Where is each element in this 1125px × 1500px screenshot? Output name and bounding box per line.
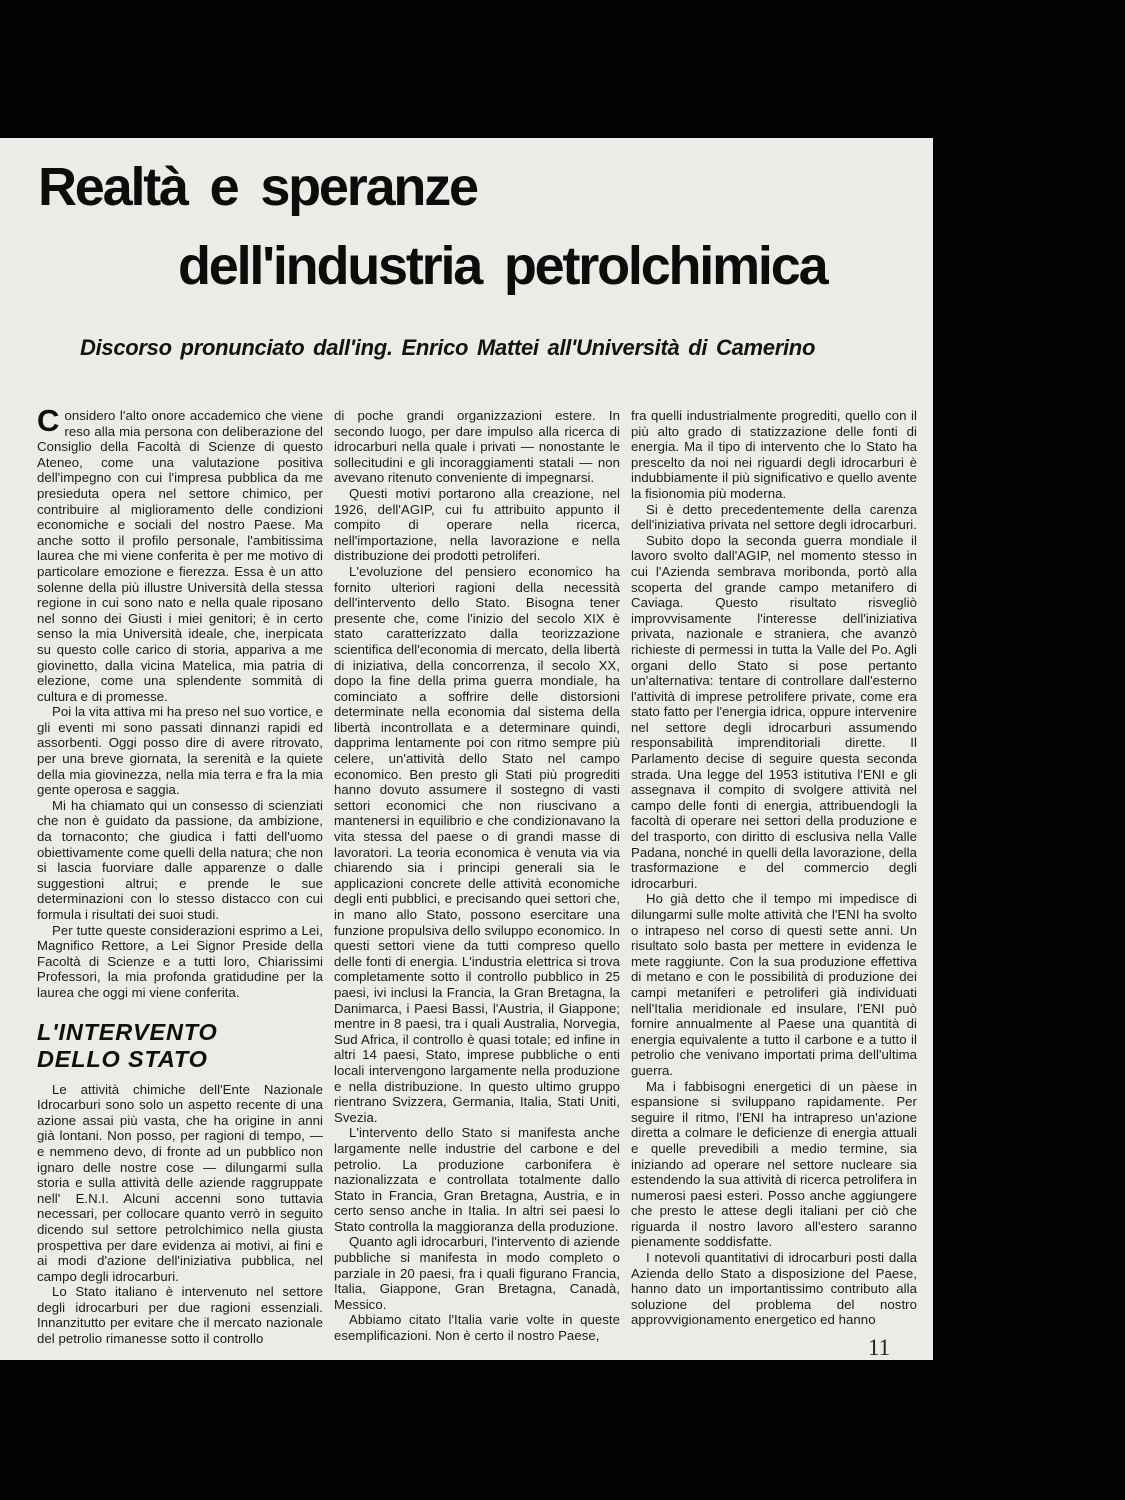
article-title-line1: Realtà e speranze — [38, 157, 477, 217]
drop-cap-letter: C — [37, 408, 60, 438]
column-2 — [334, 408, 620, 1356]
paragraph: Poi la vita attiva mi ha preso nel suo vortice, e gli eventi mi sono passati dinnanzi rapidi ed assorbenti. Oggi posso dire di avere ritrovato, per una breve giornata, la serenità e la quiete della mia giovinezza, nella mia terra e fra la mia gente operosa e saggia. — [37, 704, 323, 798]
paragraph: Lo Stato italiano è intervenuto nel settore degli idrocarburi per due ragioni essenziali. Innanzitutto per evitare che il mercato nazionale del petrolio rimanesse sotto il controllo — [37, 1284, 323, 1347]
article-subtitle: Discorso pronunciato dall'ing. Enrico Mattei all'Università di Camerino — [80, 335, 816, 360]
paragraph: L'evoluzione del pensiero economico ha fornito ulteriori ragioni della necessità dell'intervento dello Stato. Bisogna tener presente che, come l'inizio del secolo XIX è stato caratterizzato dalla teorizzazione scientifica dell'economia di mercato, della libertà di iniziativa, della concorrenza, il secolo XX, dopo la fine della prima guerra mondiale, ha cominciato a soffrire delle distorsioni determinate nella economia dal sistema della libertà incontrollata e a determinare quindi, dapprima lentamente poi con ritmo sempre più celere, un'attività dello Stato nel campo economico. Ben presto gli Stati più progrediti hanno dovuto assumere il sostegno di vasti settori economici che non riuscivano a mantenersi in equilibrio e che condizionavano la vita stessa del paese o di grandi masse di lavoratori. La teoria economica è venuta via via chiarendo sia i principi generali sia le applicazioni concrete delle attività economiche degli enti pubblici, e precisando quei settori che, in mano allo Stato, possono esercitare una funzione propulsiva dello sviluppo economico. In questi settori viene da tutti compreso quello delle fonti di energia. L'industria elettrica si trova completamente sotto il controllo pubblico in 25 paesi, ivi inclusi la Francia, la Gran Bretagna, la Danimarca, i Paesi Bassi, l'Austria, il Giappone; mentre in 8 paesi, tra i quali Australia, Norvegia, Sud Africa, il controllo è quasi totale; ed infine in altri 14 paesi, Stato, imprese pubbliche o enti locali intervengono largamente nella produzione e nella distribuzione. In questo ultimo gruppo rientrano Svizzera, Germania, Italia, Stati Uniti, Svezia. — [334, 563, 620, 1125]
paragraph: Quanto agli idrocarburi, l'intervento di aziende pubbliche si manifesta in modo completo o parziale in 20 paesi, fra i quali figurano Francia, Italia, Giappone, Gran Bretagna, Canadà, Messico. — [334, 1234, 620, 1312]
paragraph: I notevoli quantitativi di idrocarburi posti dalla Azienda dello Stato a disposizione del Paese, hanno dato un importantissimo contributo alla soluzione del problema del nostro approvvigionamento energetico ed hanno — [631, 1250, 917, 1328]
paragraph — [37, 408, 323, 704]
paragraph: fra quelli industrialmente progrediti, quello con il più alto grado di statizzazione delle fonti di energia. Ma il tipo di intervento che lo Stato ha prescelto da noi nei riguardi degli idrocarburi è indubbiamente il più significativo e quello avente la fisionomia più moderna. — [631, 408, 917, 501]
column-1 — [37, 408, 323, 1356]
paragraph: Si è detto precedentemente della carenza dell'iniziativa privata nel settore degli idrocarburi. — [631, 501, 917, 533]
magazine-page — [0, 138, 933, 1360]
paragraph: di poche grandi organizzazioni estere. In secondo luogo, per dare impulso alla ricerca di idrocarburi nella quale i privati — nonostante le sollecitudini e gli incoraggiamenti statali — non avevano ritenuto conveniente di impegnarsi. — [334, 408, 620, 486]
paragraph: Le attività chimiche dell'Ente Nazionale Idrocarburi sono solo un aspetto recente di una azione assai più vasta, che ha origine in anni già lontani. Non posso, per ragioni di tempo, — e nemmeno devo, di fronte ad un pubblico non ignaro delle nostre cose — dilungarmi sulla storia e sulla attività delle aziende raggruppate nell' E.N.I. Alcuni accenni sono tuttavia necessari, per collocare quanto verrò in seguito dicendo sul settore petrolchimico nella giusta prospettiva per dare evidenza ai motivi, ai fini e ai modi d'azione dell'iniziativa pubblica, nel campo degli idrocarburi. — [37, 1081, 323, 1284]
paragraph: Mi ha chiamato qui un consesso di scienziati che non è guidato da passione, da ambizione, da tornaconto; che giudica i fatti dell'uomo obiettivamente come quelli della natura; che non si lascia fuorviare dalle apparenze o dalle suggestioni altrui; e prende le sue determinazioni con lo stesso distacco con cui formula i risultati dei suoi studi. — [37, 797, 323, 922]
article-body — [37, 408, 917, 1356]
paragraph-text: onsidero l'alto onore accademico che viene reso alla mia persona con deliberazione del Consiglio della Facoltà di Scienze di questo Ateneo, come una valutazione positiva dell'impegno con cui l'impresa pubblica da me presieduta opera nel settore chimico, per contribuire al miglioramento delle condizioni economiche e sociali del nostro Paese. Ma anche sotto il profilo personale, l'ambitissima laurea che mi viene conferita è per me motivo di particolare emozione e fierezza. Essa è un atto solenne della più illustre Università della stessa regione in cui sono nato e nella quale riposano nel sonno dei Giusti i miei genitori; è in certo senso la mia Università ideale, che, inerpicata su questo colle carico di storia, appariva a me giovinetto, dalla vicina Matelica, mia patria di elezione, come una splendente sommità di cultura e di promesse. — [37, 408, 323, 704]
section-heading-line2: DELLO STATO — [37, 1045, 208, 1072]
paragraph: Per tutte queste considerazioni esprimo a Lei, Magnifico Rettore, a Lei Signor Preside della Facoltà di Scienze e a tutti loro, Chiarissimi Professori, la mia profonda gratidudine per la laurea che oggi mi viene conferita. — [37, 922, 323, 1000]
section-heading — [37, 1019, 323, 1073]
paragraph: Abbiamo citato l'Italia varie volte in queste esemplificazioni. Non è certo il nostro Paese, — [334, 1312, 620, 1344]
paragraph: Ho già detto che il tempo mi impedisce di dilungarmi sulle molte attività che l'ENI ha svolto o intrapeso nel corso di questi sette anni. Un risultato solo basta per mettere in evidenza le mete raggiunte. Con la sua produzione effettiva di metano e con le possibilità di produzione dei campi metaniferi e petroliferi già individuati nell'Italia meridionale ed insulare, l'ENI può fornire annualmente al Paese una quantità di energia equivalente a tutto il carbone e a tutto il petrolio che venivano importati prima dell'ultima guerra. — [631, 891, 917, 1078]
article-title-line2: dell'industria petrolchimica — [178, 236, 827, 296]
paragraph: Questi motivi portarono alla creazione, nel 1926, dell'AGIP, cui fu attribuito appunto il compito di operare nella ricerca, nell'importazione, nella lavorazione e nella distribuzione dei prodotti petroliferi. — [334, 485, 620, 564]
section-heading-line1: L'INTERVENTO — [37, 1018, 218, 1045]
column-3 — [631, 408, 917, 1356]
paragraph: Subito dopo la seconda guerra mondiale il lavoro svolto dall'AGIP, nel momento stesso in cui l'Azienda sembrava moribonda, portò alla scoperta del grande campo metanifero di Caviaga. Questo risultato risvegliò improvvisamente l'interesse dell'iniziativa privata, nazionale e straniera, che avanzò richieste di permessi in tutta la Valle del Po. Agli organi dello Stato si pose pertanto un'alternativa: tentare di controllare dall'esterno l'attività di imprese petrolifere private, come era stato fatto per l'energia idrica, oppure intervenire nel settore degli idrocarburi assumendo responsabilità imprenditoriali dirette. Il Parlamento decise di seguire questa seconda strada. Una legge del 1953 istitutiva l'ENI e gli assegnava il compito di svolgere attività nel campo delle fonti di energia, attribuendogli la facoltà di operare nei settori della produzione e del trasporto, con diritto di esclusiva nella Valle Padana, nonché in quelli della lavorazione, della trasformazione e del commercio degli idrocarburi. — [631, 532, 917, 891]
paragraph: Ma i fabbisogni energetici di un pàese in espansione si sviluppano rapidamente. Per seguire il ritmo, l'ENI ha intrapreso un'azione diretta a colmare le deficienze di energia attuali e quelle prevedibili a medio termine, sia iniziando ad operare nel settore nucleare sia estendendo la sua attività di ricerca petrolifera in numerosi paesi esteri. Posso anche aggiungere che presto le attese degli italiani per ciò che riguarda il nostro lavoro all'estero saranno pienamente soddisfatte. — [631, 1078, 917, 1250]
page-number: 11 — [868, 1335, 891, 1360]
paragraph: L'intervento dello Stato si manifesta anche largamente nelle industrie del carbone e del petrolio. La produzione carbonifera è nazionalizzata e controllata totalmente dallo Stato in Francia, Gran Bretagna, Austria, e in certo senso anche in Italia. In altri sei paesi lo Stato controlla la maggioranza della produzione. — [334, 1125, 620, 1234]
